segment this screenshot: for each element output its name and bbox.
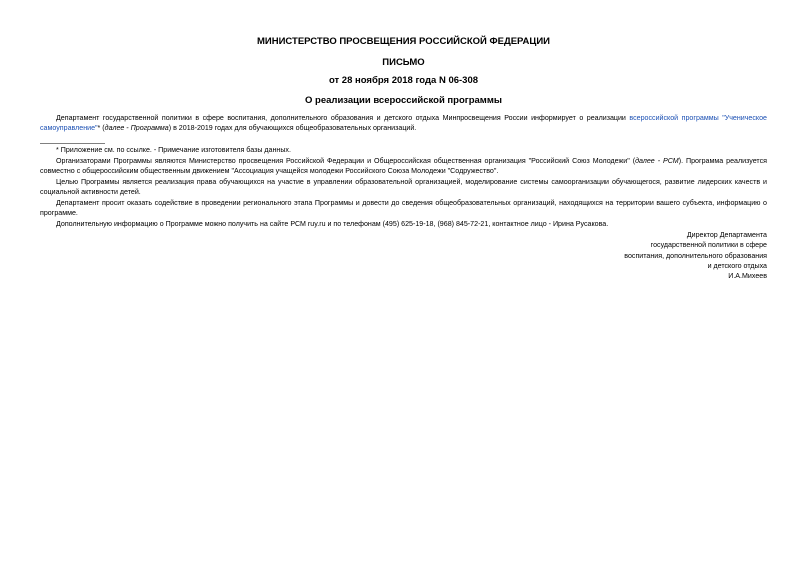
signatory-name: И.А.Михеев — [728, 272, 767, 280]
footnote-text: * Приложение см. по ссылке. - Примечание изготовителя базы данных. — [56, 146, 291, 154]
intro-text: Департамент государственной политики в сфере воспитания, дополнительного образования и детского отдыха Минпросвещения России информирует о реализации — [56, 114, 630, 122]
document-subject: О реализации всероссийской программы — [305, 95, 502, 106]
footnote-mark: * — [97, 124, 101, 133]
footnote-divider — [40, 143, 105, 144]
intro-text-end: ) в 2018-2019 годах для обучающихся общеобразовательных организаций. — [168, 124, 417, 133]
ministry-heading: МИНИСТЕРСТВО ПРОСВЕЩЕНИЯ РОССИЙСКОЙ ФЕДЕРАЦИИ — [256, 36, 551, 47]
signature-title-3: воспитания, дополнительного образования — [624, 252, 767, 260]
date-number: от 28 ноября 2018 года N 06-308 — [328, 75, 479, 86]
program-link[interactable]: всероссийской программы "Ученическое самоуправление" — [40, 114, 767, 133]
paragraph-contacts: Дополнительную информацию о Программе можно получить на сайте РСМ ruy.ru и по телефонам (495) 625-19-18, (968) 845-72-21, контактное лицо - Ирина Русакова. — [56, 220, 609, 228]
paren-open: ( — [100, 124, 105, 133]
organizers-text-end: ). Программа реализуется совместно с общероссийским общественным движением "Ассоциация учащейся молодежи Российского Союза Молодежи "Содружество". — [40, 157, 767, 176]
paragraph-request: Департамент просит оказать содействие в проведении регионального этапа Программы и довести до сведения общеобразовательных организаций, находящихся на территории вашего субъекта, информацию о программе. — [40, 199, 767, 218]
organizers-text: Организаторами Программы являются Министерство просвещения Российской Федерации и Общероссийская общественная организация "Российский Союз Молодежи" ( — [56, 157, 636, 165]
signature-title-2: государственной политики в сфере — [650, 241, 767, 249]
signature-title-1: Директор Департамента — [686, 231, 767, 239]
document-type: ПИСЬМО — [382, 57, 425, 68]
paragraph-organizers — [40, 156, 767, 177]
paragraph-goal: Целью Программы является реализация права обучающихся на участие в управлении образовательной организацией, моделирование системы самоорганизации обучающегося, развитие лидерских качеств и социальной активности детей. — [40, 178, 767, 197]
rsm-abbrev: далее - РСМ — [635, 157, 679, 165]
program-abbrev: далее - Программа — [104, 124, 169, 133]
signature-title-4: и детского отдыха — [707, 262, 767, 270]
paragraph-intro — [40, 113, 767, 134]
